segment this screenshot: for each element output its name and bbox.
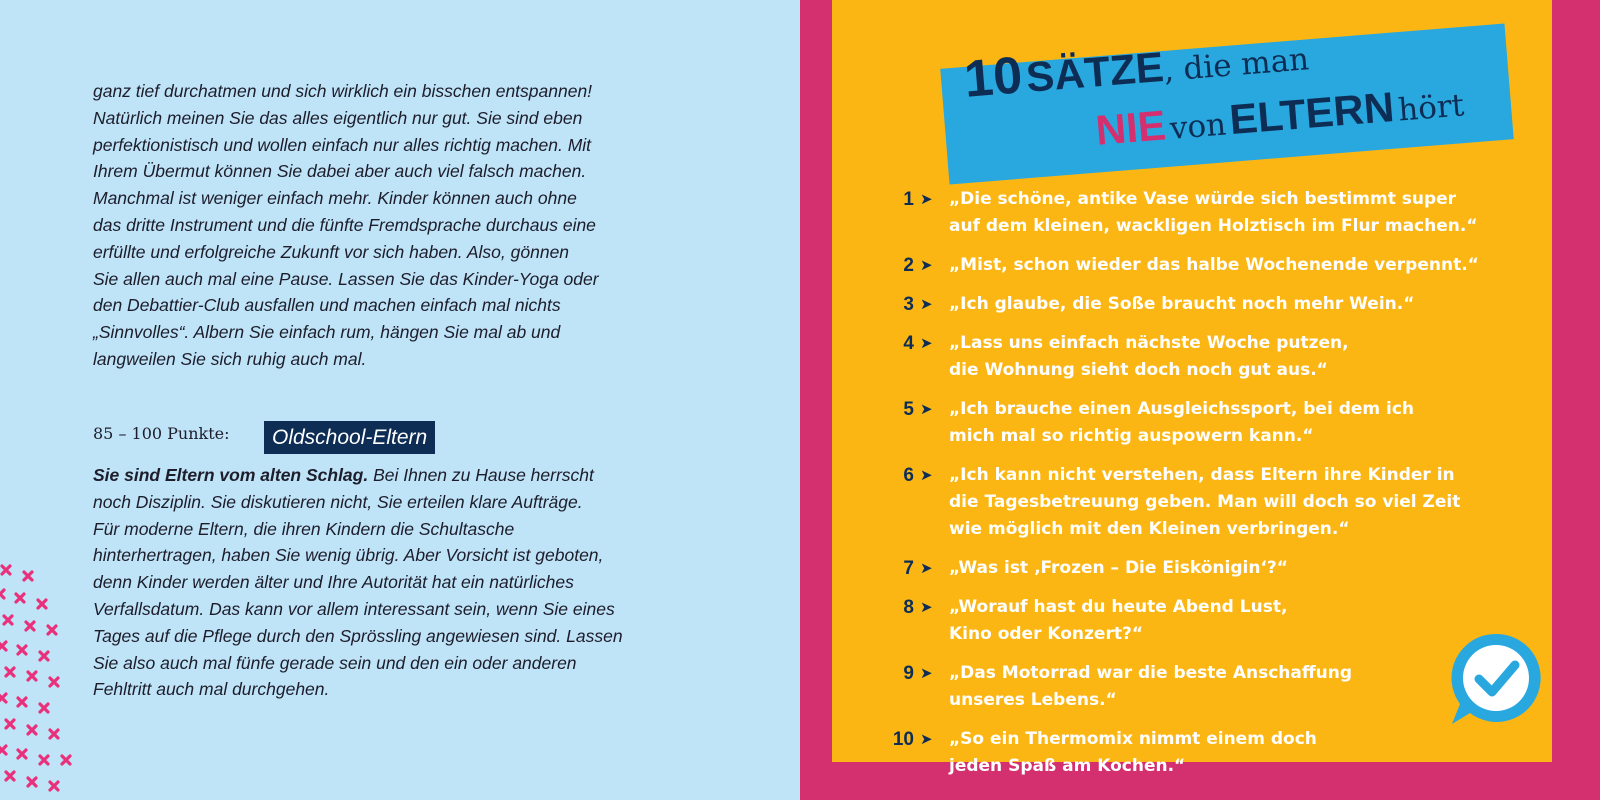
item-text-line: jeden Spaß am Kochen.“ bbox=[949, 756, 1186, 776]
title-word-von: von bbox=[1168, 106, 1228, 147]
item-text-line: „Das Motorrad war die beste Anschaffung bbox=[949, 663, 1353, 683]
item-text-line: auf dem kleinen, wackligen Holztisch im Flur machen.“ bbox=[949, 216, 1478, 236]
text-line: Tages auf die Pflege durch den Sprössling angewiesen sind. Lassen bbox=[93, 625, 623, 646]
text-line: erfüllte und erfolgreiche Zukunft vor sich haben. Also, gönnen bbox=[93, 241, 570, 262]
text-line: „Sinnvolles“. Albern Sie einfach rum, hängen Sie mal ab und bbox=[93, 322, 561, 343]
arrow-right-icon: ➤ bbox=[920, 466, 933, 484]
title-number: 10 bbox=[962, 46, 1025, 109]
item-number: 3 bbox=[903, 294, 914, 315]
item-number: 1 bbox=[903, 189, 914, 210]
item-text-line: „Ich glaube, die Soße braucht noch mehr Wein.“ bbox=[949, 294, 1415, 314]
arrow-right-icon: ➤ bbox=[920, 598, 933, 616]
paragraph-lead: Sie sind Eltern vom alten Schlag. bbox=[93, 465, 369, 485]
text-line: das dritte Instrument und die fünfte Fremdsprache durchaus eine bbox=[93, 214, 596, 235]
text-line: noch Disziplin. Sie diskutieren nicht, Sie erteilen klare Aufträge. bbox=[93, 491, 583, 512]
text-line-first bbox=[93, 462, 713, 489]
list-item bbox=[900, 330, 1540, 384]
item-text-line: „Lass uns einfach nächste Woche putzen, bbox=[949, 333, 1349, 353]
item-text-line: Kino oder Konzert?“ bbox=[949, 624, 1144, 644]
list-item bbox=[900, 555, 1540, 582]
title-word-hoert: hört bbox=[1396, 87, 1466, 129]
item-number: 6 bbox=[903, 465, 914, 486]
list-item bbox=[892, 726, 1540, 780]
list-item bbox=[900, 396, 1540, 450]
text-line: langweilen Sie sich ruhig auch mal. bbox=[93, 348, 367, 369]
text-line: Fehltritt auch mal durchgehen. bbox=[93, 679, 330, 700]
text-line: Ihrem Übermut können Sie dabei aber auch viel falsch machen. bbox=[93, 161, 587, 182]
right-page bbox=[800, 0, 1600, 800]
arrow-right-icon: ➤ bbox=[920, 730, 933, 748]
item-text-line: „Die schöne, antike Vase würde sich bestimmt super bbox=[949, 189, 1457, 209]
text-line: Verfallsdatum. Das kann vor allem interessant sein, wenn Sie eines bbox=[93, 598, 615, 619]
list-item bbox=[900, 186, 1540, 240]
item-number: 9 bbox=[903, 663, 914, 684]
item-text-line: unseres Lebens.“ bbox=[949, 690, 1117, 710]
list-item bbox=[900, 291, 1540, 318]
arrow-right-icon: ➤ bbox=[920, 190, 933, 208]
text-line: denn Kinder werden älter und Ihre Autorität hat ein natürliches bbox=[93, 572, 574, 593]
text-line: Sie also auch mal fünfe gerade sein und den ein oder anderen bbox=[93, 652, 577, 673]
arrow-right-icon: ➤ bbox=[920, 664, 933, 682]
item-text-line: „Mist, schon wieder das halbe Wochenende verpennt.“ bbox=[949, 255, 1479, 275]
item-number: 10 bbox=[892, 729, 914, 750]
yellow-card bbox=[832, 0, 1552, 776]
item-text-line: „Ich brauche einen Ausgleichssport, bei dem ich bbox=[949, 399, 1415, 419]
text-line: Natürlich meinen Sie das alles eigentlich nur gut. Sie sind eben bbox=[93, 107, 583, 128]
item-text-line: mich mal so richtig auspowern kann.“ bbox=[949, 426, 1314, 446]
arrow-right-icon: ➤ bbox=[920, 559, 933, 577]
item-text-line: die Tagesbetreuung geben. Man will doch so viel Zeit bbox=[949, 492, 1461, 512]
title-rest-1: , die man bbox=[1162, 41, 1311, 89]
item-text-line: „Was ist ‚Frozen – Die Eiskönigin‘?“ bbox=[949, 558, 1288, 578]
text-line: ganz tief durchatmen und sich wirklich ein bisschen entspannen! bbox=[93, 81, 593, 101]
title-word-saetze: SÄTZE bbox=[1024, 42, 1166, 101]
arrow-right-icon: ➤ bbox=[920, 334, 933, 352]
item-text-line: die Wohnung sieht doch noch gut aus.“ bbox=[949, 360, 1328, 380]
arrow-right-icon: ➤ bbox=[920, 295, 933, 313]
item-number: 8 bbox=[903, 597, 914, 618]
arrow-right-icon: ➤ bbox=[920, 256, 933, 274]
text-line: Manchmal ist weniger einfach mehr. Kinder können auch ohne bbox=[93, 188, 577, 209]
arrow-right-icon: ➤ bbox=[920, 400, 933, 418]
list-item bbox=[900, 462, 1540, 543]
checkmark-bubble-icon bbox=[1446, 628, 1546, 728]
item-number: 5 bbox=[903, 399, 914, 420]
sentence-list bbox=[892, 186, 1540, 792]
text-line: perfektionistisch und wollen einfach nur alles richtig machen. Mit bbox=[93, 134, 592, 155]
item-text-line: „So ein Thermomix nimmt einem doch bbox=[949, 729, 1317, 749]
item-number: 7 bbox=[903, 558, 914, 579]
list-item bbox=[900, 594, 1540, 648]
text-line: Sie allen auch mal eine Pause. Lassen Sie das Kinder-Yoga oder bbox=[93, 268, 599, 289]
item-number: 4 bbox=[903, 333, 914, 354]
list-item bbox=[900, 252, 1540, 279]
text-line: hinterhertragen, haben Sie wenig übrig. Aber Vorsicht ist geboten, bbox=[93, 545, 604, 566]
result-type-badge: Oldschool-Eltern bbox=[264, 421, 435, 454]
text-line: den Debattier-Club ausfallen und machen einfach mal nichts bbox=[93, 295, 561, 316]
item-text-line: wie möglich mit den Kleinen verbringen.“ bbox=[949, 519, 1350, 539]
score-range-label: 85 – 100 Punkte: bbox=[93, 424, 230, 443]
item-text-line: „Ich kann nicht verstehen, dass Eltern ihre Kinder in bbox=[949, 465, 1455, 485]
text-line: Für moderne Eltern, die ihren Kindern die Schultasche bbox=[93, 518, 515, 539]
item-text-line: „Worauf hast du heute Abend Lust, bbox=[949, 597, 1288, 617]
title-word-eltern: ELTERN bbox=[1227, 83, 1396, 144]
paragraph-lead-rest: Bei Ihnen zu Hause herrscht bbox=[368, 465, 594, 485]
x-pattern-decoration bbox=[0, 560, 90, 800]
paragraph-result bbox=[93, 462, 713, 703]
item-number: 2 bbox=[903, 255, 914, 276]
title-word-nie: NIE bbox=[1094, 101, 1168, 154]
paragraph-intro bbox=[93, 78, 713, 373]
list-item bbox=[900, 660, 1540, 714]
